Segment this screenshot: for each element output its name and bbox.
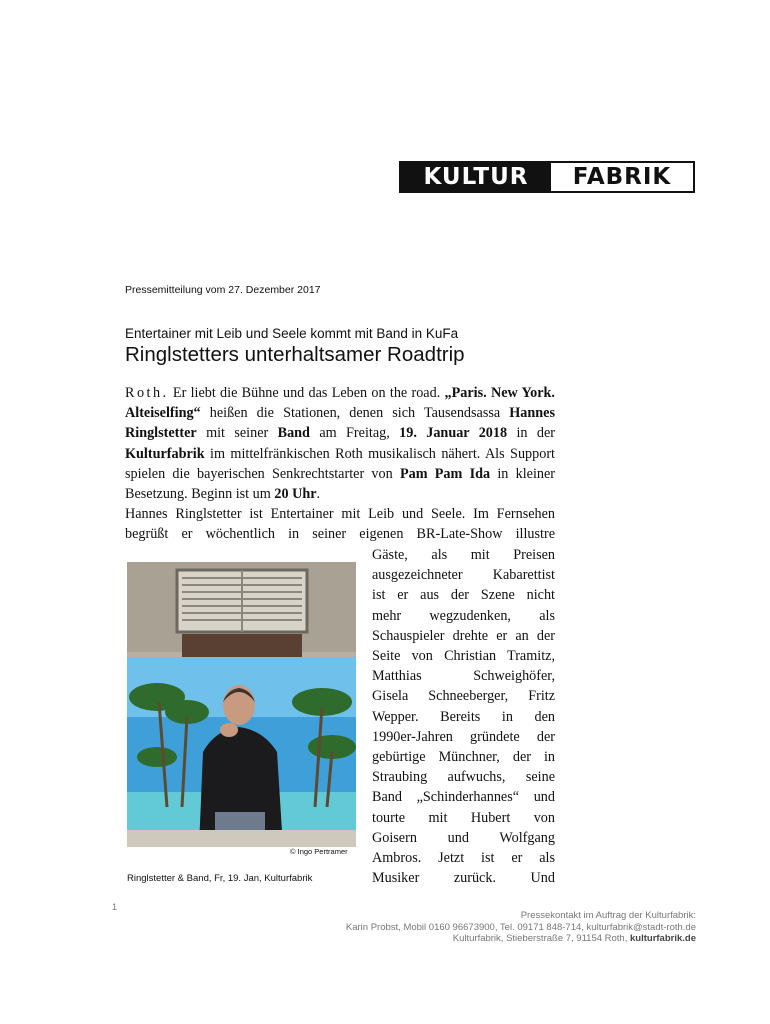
column-line: Band „Schinderhannes“ und	[372, 789, 555, 806]
paragraph-2-line-2: begrüßt er wöchentlich in seiner eigenen BR-Late-Show illustre	[125, 526, 555, 543]
bold-run: „Paris. New York. Alteiselfing“	[125, 385, 555, 422]
page-number: 1	[112, 902, 118, 912]
article-photo	[127, 562, 356, 847]
contact-line-2: Karin Probst, Mobil 0160 96673900, Tel. 09171 848-714, kulturfabrik@stadt-roth.de	[345, 921, 696, 933]
photo-caption: Ringlstetter & Band, Fr, 19. Jan, Kulturfabrik	[127, 873, 313, 884]
logo-kultur: KULTUR	[401, 163, 551, 191]
paragraph-2-line-1: Hannes Ringlstetter ist Entertainer mit Leib und Seele. Im Fernsehen	[125, 506, 555, 523]
column-line: tourte mit Hubert von	[372, 809, 555, 826]
bold-run: Hannes Ringlstetter	[125, 405, 555, 442]
press-contact	[346, 910, 696, 945]
text-run: am Freitag,	[309, 425, 400, 442]
press-release-date: Pressemitteilung vom 27. Dezember 2017	[125, 284, 321, 296]
photo-credit: © Ingo Pertramer	[290, 847, 348, 856]
bold-run: Pam Pam Ida	[399, 465, 491, 482]
bold-run: Band	[277, 425, 310, 442]
column-line: Schauspieler drehte er an der	[372, 627, 555, 644]
dateline-place: Roth.	[125, 385, 169, 401]
bold-run: 19. Januar 2018	[399, 425, 508, 442]
column-line: Wepper. Bereits in den	[372, 708, 555, 725]
contact-line-3	[346, 933, 696, 945]
column-line: mehr wegzudenken, als	[372, 607, 555, 624]
column-line: ist er aus der Szene nicht	[372, 587, 555, 604]
column-line: gebürtige Münchner, der in	[372, 749, 555, 766]
logo-fabrik: FABRIK	[551, 163, 693, 191]
article-headline: Ringlstetters unterhaltsamer Roadtrip	[125, 343, 465, 366]
column-line: ausgezeichneter Kabarettist	[372, 567, 555, 584]
article-kicker: Entertainer mit Leib und Seele kommt mit Band in KuFa	[125, 326, 459, 341]
text-run: Er liebt die Bühne und das Leben on the road.	[168, 385, 445, 401]
column-line: Gäste, als mit Preisen	[372, 547, 555, 563]
column-line: Gisela Schneeberger, Fritz	[372, 688, 555, 705]
article-body	[125, 383, 555, 545]
bold-run: Kulturfabrik	[125, 445, 205, 462]
text-run: in der	[507, 425, 555, 442]
column-line: Straubing aufwuchs, seine	[372, 769, 555, 786]
address-text: Kulturfabrik, Stieberstraße 7, 91154 Roth,	[452, 933, 630, 944]
article-column	[372, 545, 555, 888]
contact-line-1: Pressekontakt im Auftrag der Kulturfabrik:	[520, 910, 696, 921]
bold-run: 20 Uhr	[274, 486, 317, 503]
website-link[interactable]: kulturfabrik.de	[630, 933, 696, 944]
column-line: 1990er-Jahren gründete der	[372, 728, 555, 745]
photo-illustration	[127, 562, 356, 847]
kulturfabrik-logo	[399, 161, 695, 193]
column-line: Musiker zurück. Und	[372, 870, 555, 887]
text-run: mit seiner	[196, 425, 278, 442]
column-line: Seite von Christian Tramitz,	[372, 648, 555, 665]
text-run: im mittelfränkischen Roth musikalisch nähert. Als Support spielen die bayerischen Senkrechtstarter von	[125, 445, 555, 482]
column-line: Goisern und Wolfgang	[372, 829, 555, 846]
column-line: Ambros. Jetzt ist er als	[372, 850, 555, 867]
text-run: heißen die Stationen, denen sich Tausendsassa	[200, 405, 510, 422]
column-line: Matthias Schweighöfer,	[372, 668, 555, 685]
text-run: in kleiner Besetzung. Beginn ist um	[125, 465, 555, 503]
paragraph-1	[125, 383, 555, 504]
text-run: .	[316, 486, 321, 503]
